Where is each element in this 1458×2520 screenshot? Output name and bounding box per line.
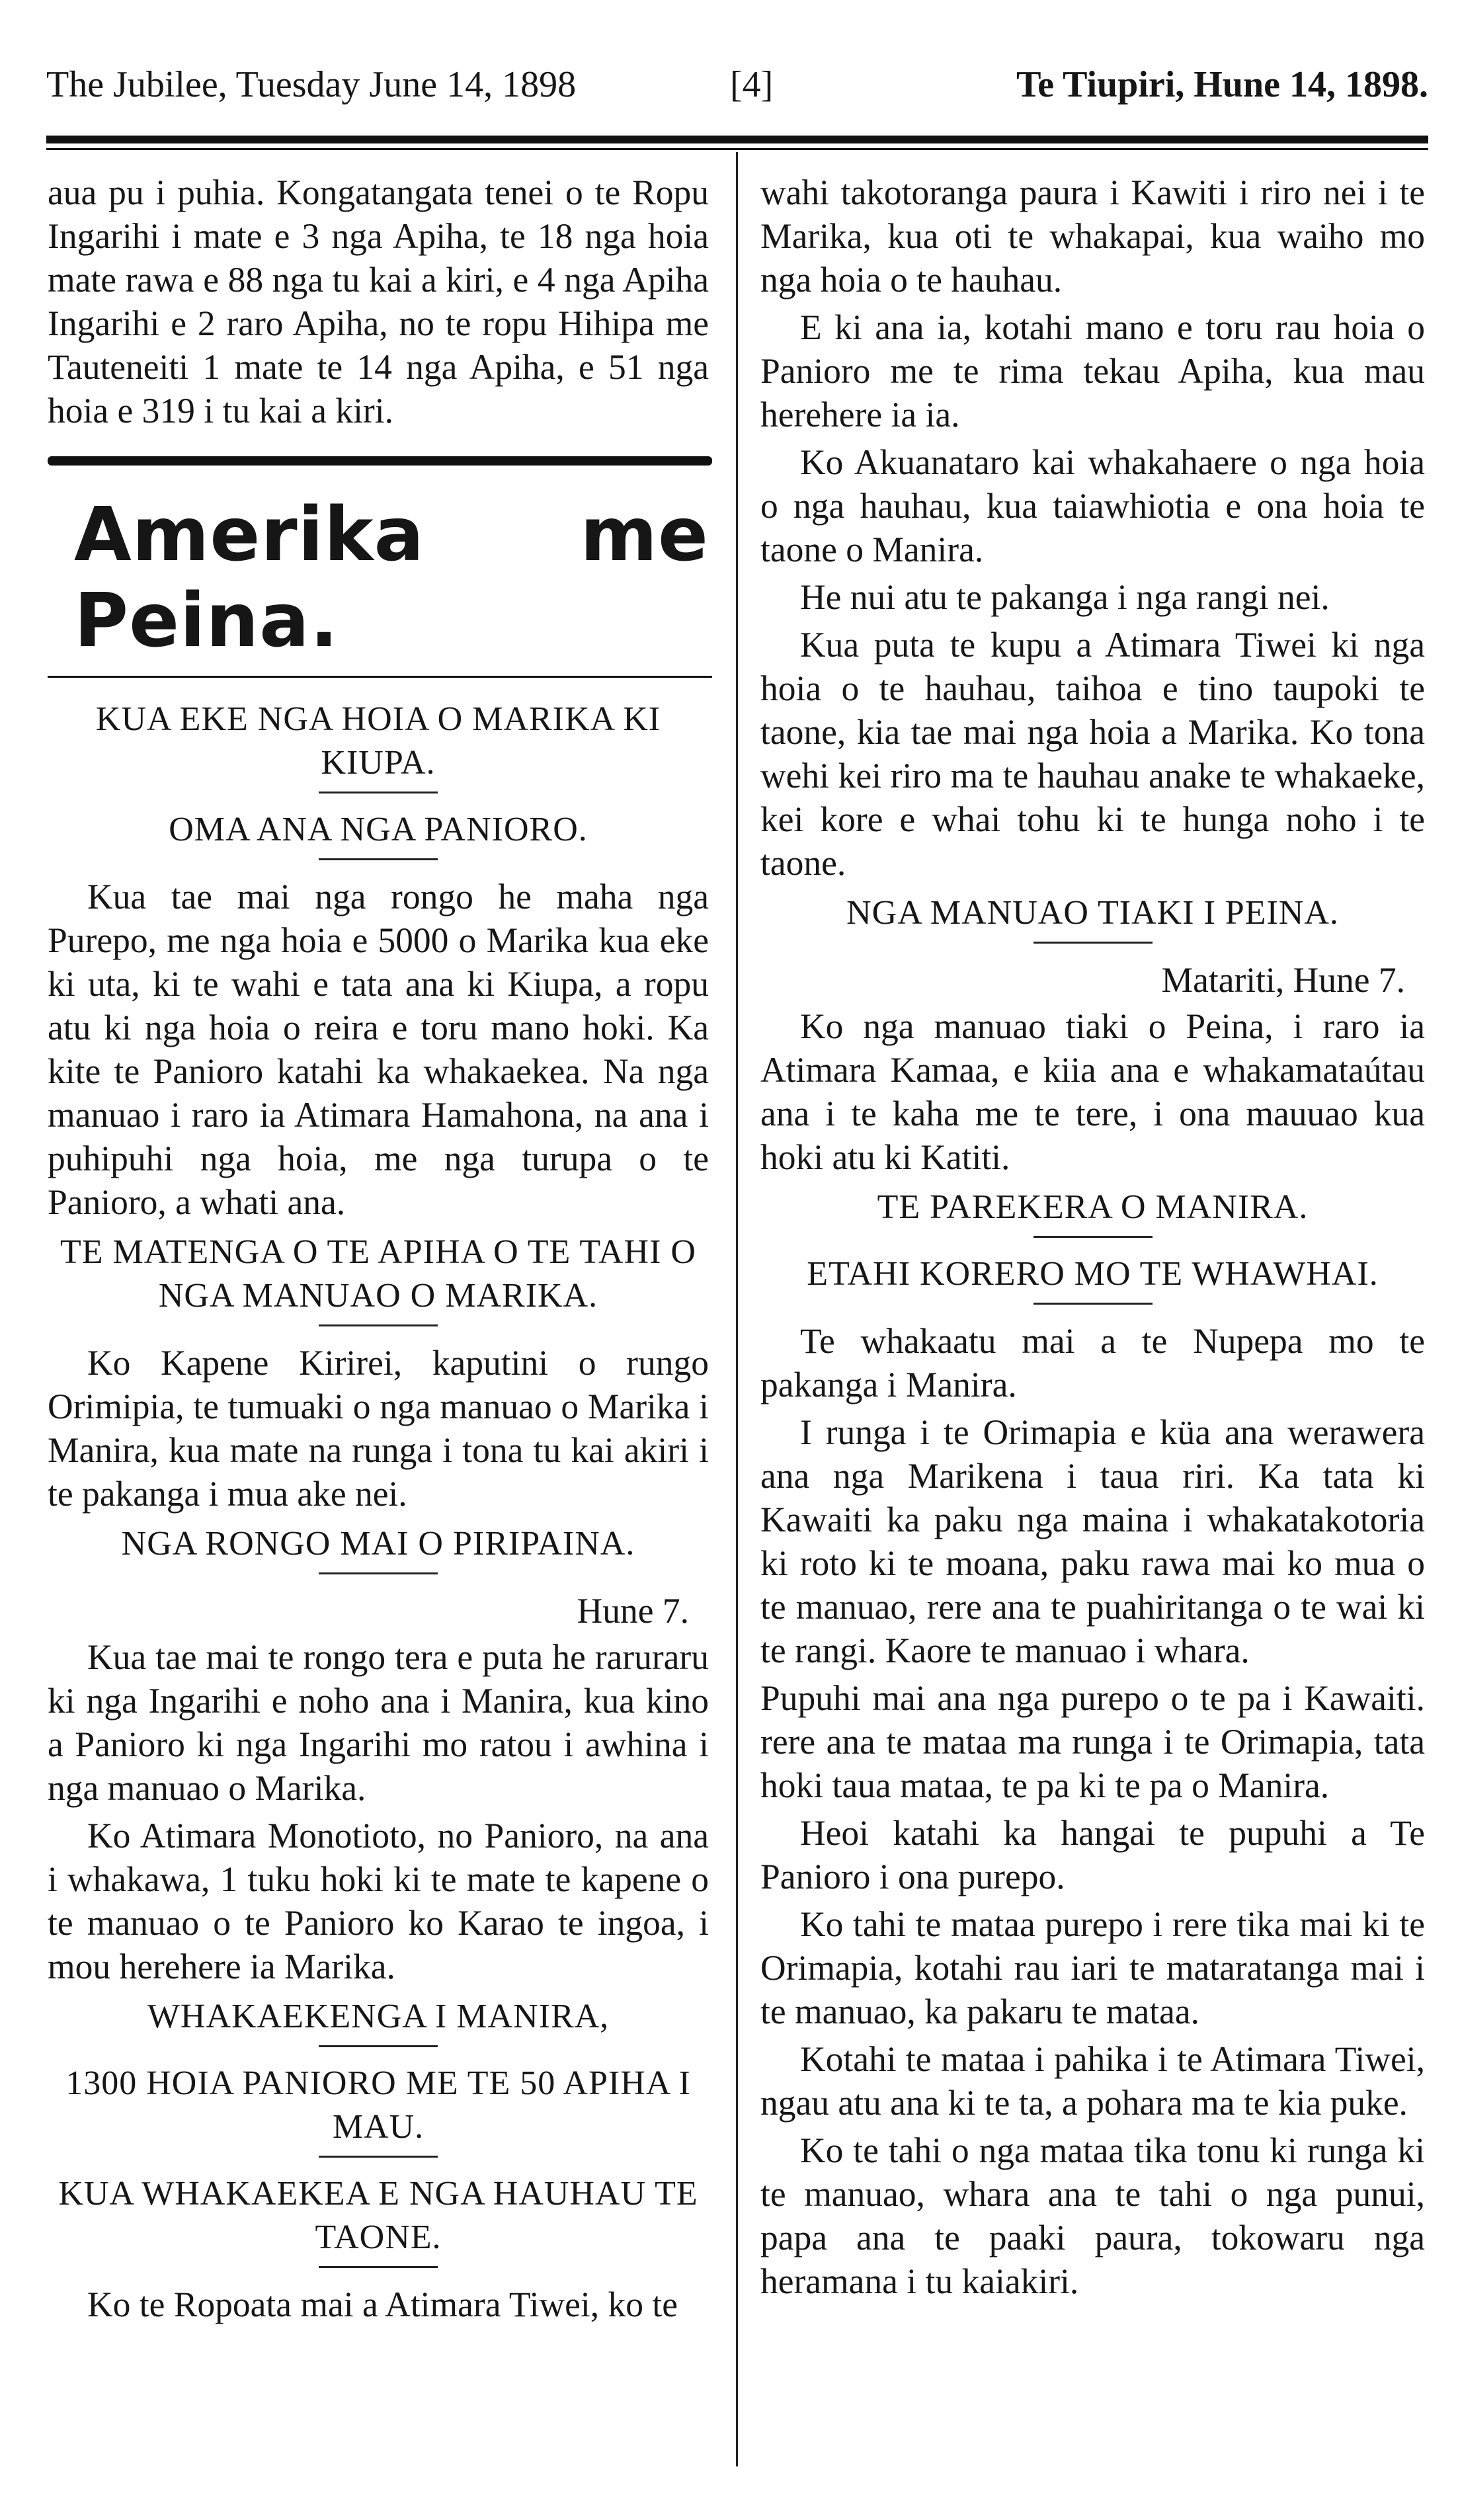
column-divider <box>736 152 738 2466</box>
subheading: WHAKAEKENGA I MANIRA, <box>147 1998 610 2035</box>
divider <box>1033 942 1153 944</box>
divider <box>319 2156 438 2158</box>
divider <box>319 1572 438 1574</box>
header-rule-thin <box>46 148 1428 150</box>
section-divider <box>48 456 712 466</box>
article-title: Amerika me Peina. <box>74 492 709 664</box>
paragraph: Ko nga manuao tiaki o Peina, i raro ia Atimara Kamaa, e kiia ana e whakamataútau ana i te kaha me te tere, i ona mauuao kua hoki atu ki Katiti. <box>760 1006 1425 1177</box>
header-left-title: The Jubilee, Tuesday June 14, 1898 <box>46 64 577 105</box>
paragraph: E ki ana ia, kotahi mano e toru rau hoia o Panioro me te rima tekau Apiha, kua mau herehere ia ia. <box>760 307 1425 434</box>
subheading: KUA EKE NGA HOIA O MARIKA KI KIUPA. <box>95 700 661 782</box>
divider <box>1033 1303 1153 1305</box>
dateline: Matariti, Hune 7. <box>1161 960 1405 1000</box>
subheading: NGA MANUAO TIAKI I PEINA. <box>846 894 1339 932</box>
subheading: TE MATENGA O TE APIHA O TE TAHI O NGA MANUAO O MARIKA. <box>60 1233 696 1315</box>
divider <box>319 2266 438 2268</box>
page-header <box>46 63 1428 130</box>
subheading: ETAHI KORERO MO TE WHAWHAI. <box>807 1255 1379 1293</box>
paragraph: Kua tae mai nga rongo he maha nga Purepo, me nga hoia e 5000 o Marika kua eke ki uta, ki te wahi e tata ana ki Kiupa, a ropu atu ki nga hoia o reira e toru mano hoki. Ka kite te Panioro katahi ka whakaekea. Na nga manuao i raro ia Atimara Hamahona, na ana i puhipuhi nga hoia, me nga turupa o te Panioro, a whati ana. <box>48 877 709 1222</box>
paragraph: Kua tae mai te rongo tera e puta he raruraru ki nga Ingarihi e noho ana i Manira, kua kino a Panioro ki nga Ingarihi mo ratou i awhina i nga manuao o Marika. <box>48 1637 709 1808</box>
divider <box>1033 1236 1153 1238</box>
paragraph: Ko Atimara Monotioto, no Panioro, na ana i whakawa, 1 tuku hoki ki te mate te kapene o te manuao o te Panioro ko Karao te ingoa, i mou herehere ia Marika. <box>48 1816 709 1986</box>
paragraph: Kua puta te kupu a Atimara Tiwei ki nga hoia o te hauhau, taihoa e tino taupoki te taone, kia tae mai nga hoia a Marika. Ko tona wehi kei riro ma te hauhau anake te whakaeke, kei kore e whai tohu ki te hunga noho i te taone. <box>760 625 1425 883</box>
divider <box>319 1324 438 1326</box>
paragraph: Ko te Ropoata mai a Atimara Tiwei, ko te <box>87 2285 678 2324</box>
subheading: OMA ANA NGA PANIORO. <box>169 811 588 848</box>
paragraph: Ko te tahi o nga mataa tika tonu ki runga ki te manuao, whara ana te tahi o nga punui, papa ana te paaki paura, tokowaru nga heramana i tu kaiakiri. <box>760 2131 1425 2301</box>
right-column <box>760 171 1425 2307</box>
paragraph: I runga i te Orimapia e küa ana werawera ana nga Marikena i taua riri. Ka tata ki Kawaiti ka paku nga maina i whakatakotoria ki roto ki te moana, paku rawa mai ko mua o te manuao, rere ana te puahiritanga o te wai ki te rangi. Kaore te manuao i whara. <box>760 1412 1425 1670</box>
left-column <box>48 171 709 2330</box>
divider <box>319 858 438 860</box>
paragraph: aua pu i puhia. Kongatangata tenei o te Ropu Ingarihi i mate e 3 nga Apiha, te 18 nga hoia mate rawa e 88 nga tu kai a kiri, e 4 nga Apiha Ingarihi e 2 raro Apiha, no te ropu Hihipa me Tauteneiti 1 mate te 14 nga Apiha, e 51 nga hoia e 319 i tu kai a kiri. <box>48 173 709 430</box>
paragraph: wahi takotoranga paura i Kawiti i riro nei i te Marika, kua oti te whakapai, kua waiho mo nga hoia o te hauhau. <box>760 173 1425 300</box>
subheading: KUA WHAKAEKEA E NGA HAUHAU TE TAONE. <box>58 2175 698 2256</box>
paragraph: Te whakaatu mai a te Nupepa mo te pakanga i Manira. <box>760 1321 1425 1404</box>
paragraph: Ko Kapene Kirirei, kaputini o rungo Orimipia, te tumuaki o nga manuao o Marika i Manira, kua mate na runga i tona tu kai akiri i te pakanga i mua ake nei. <box>48 1343 709 1514</box>
dateline: Hune 7. <box>577 1591 689 1631</box>
header-right-title: Te Tiupiri, Hune 14, 1898. <box>1016 64 1428 105</box>
page-number: [4] <box>730 64 774 105</box>
header-rule-thick <box>46 136 1428 143</box>
subheading: TE PAREKERA O MANIRA. <box>877 1188 1309 1226</box>
subheading: NGA RONGO MAI O PIRIPAINA. <box>121 1525 635 1563</box>
title-underline <box>48 676 712 678</box>
divider <box>319 2045 438 2047</box>
paragraph: Kotahi te mataa i pahika i te Atimara Tiwei, ngau atu ana ki te ta, a pohara ma te kia puke. <box>760 2039 1425 2123</box>
divider <box>319 792 438 793</box>
paragraph: Ko Akuanataro kai whakahaere o nga hoia o nga hauhau, kua taiawhiotia e ona hoia te taone o Manira. <box>760 442 1425 569</box>
paragraph: He nui atu te pakanga i nga rangi nei. <box>800 577 1330 617</box>
paragraph: Ko tahi te mataa purepo i rere tika mai ki te Orimapia, kotahi rau iari te mataratanga mai i te manuao, ka pakaru te mataa. <box>760 1904 1425 2031</box>
subheading: 1300 HOIA PANIORO ME TE 50 APIHA I MAU. <box>65 2064 691 2146</box>
paragraph: Pupuhi mai ana nga purepo o te pa i Kawaiti. rere ana te mataa ma runga i te Orimapia, tata hoki taua mataa, te pa ki te pa o Manira. <box>760 1678 1425 1805</box>
paragraph: Heoi katahi ka hangai te pupuhi a Te Panioro i ona purepo. <box>760 1813 1425 1896</box>
